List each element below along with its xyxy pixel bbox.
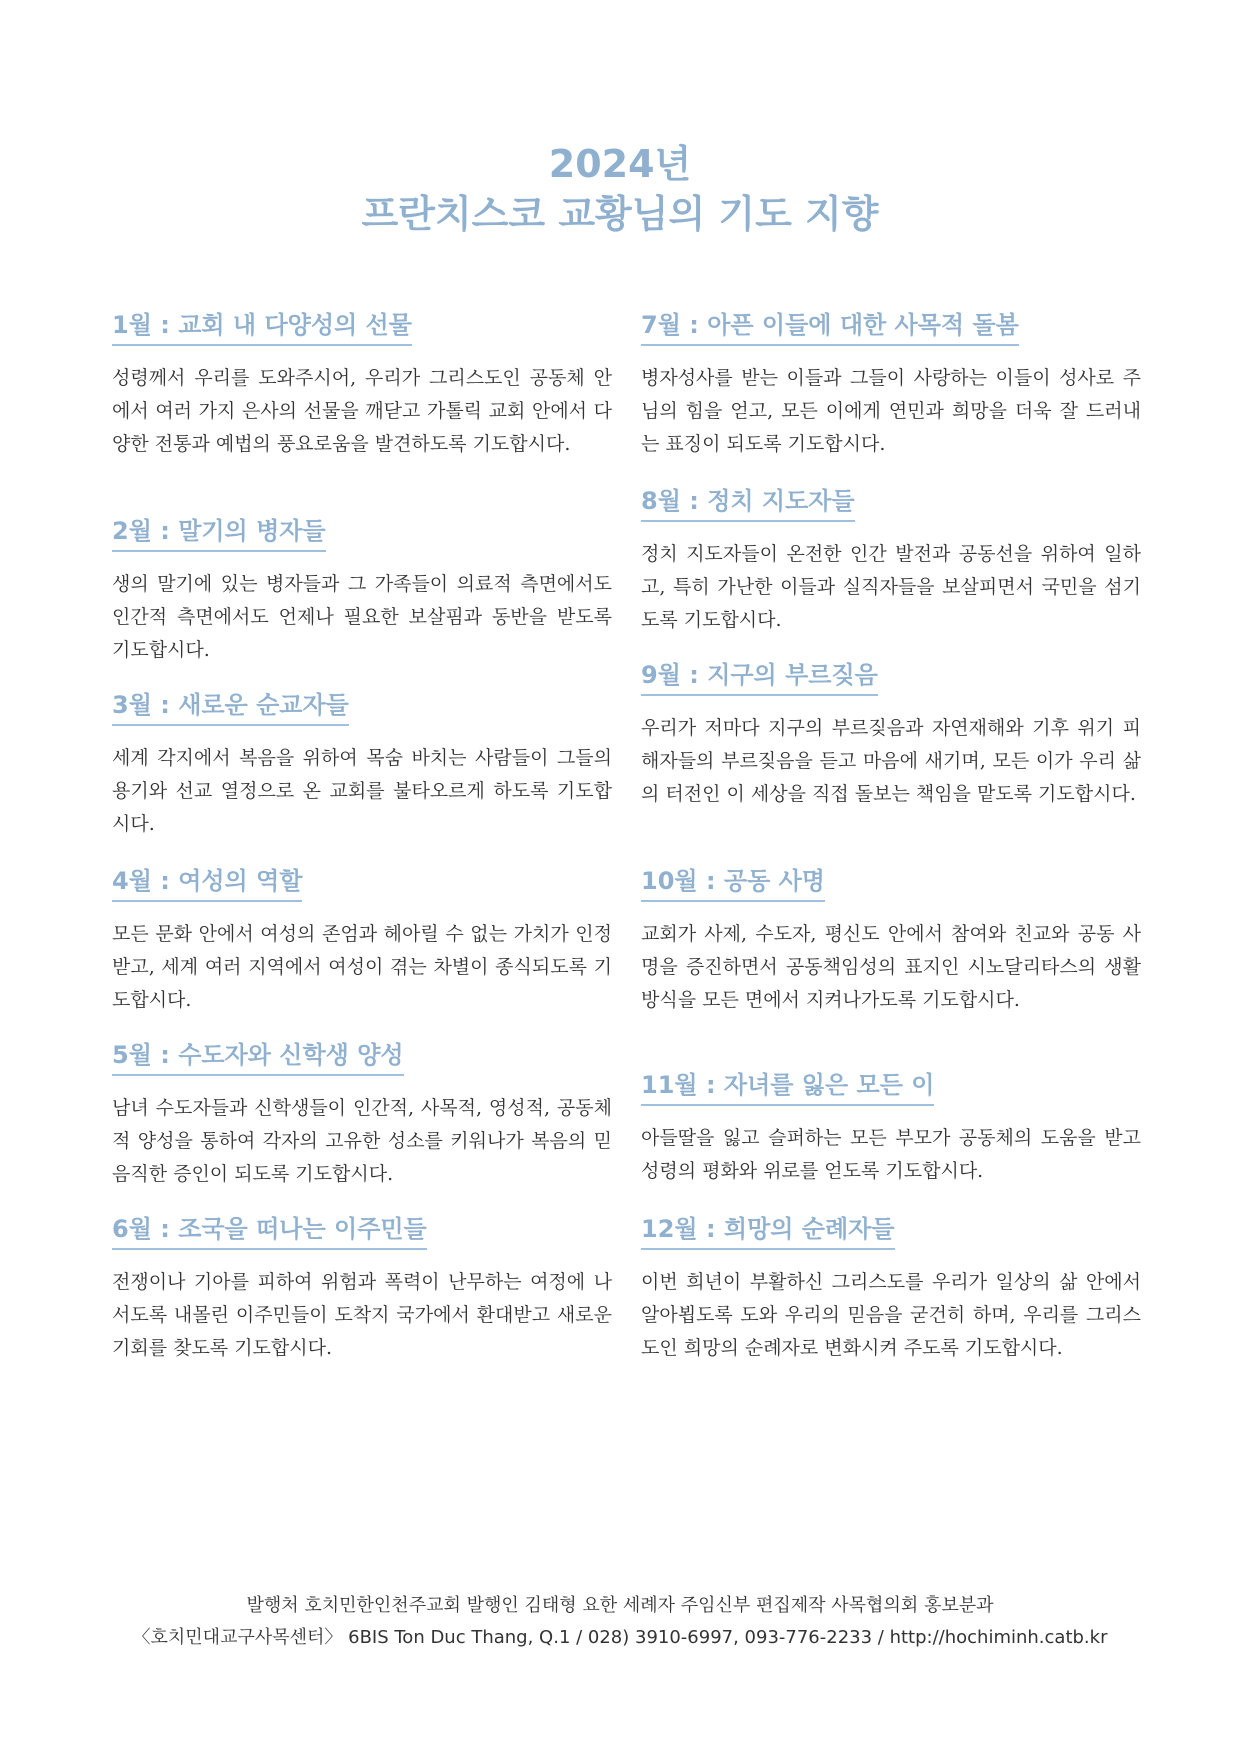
entry-heading: 4월 : 여성의 역할 <box>112 864 302 902</box>
entry-may <box>112 1038 612 1191</box>
entry-body: 생의 말기에 있는 병자들과 그 가족들이 의료적 측면에서도 인간적 측면에서도 언제나 필요한 보살핌과 동반을 받도록 기도합시다. <box>112 573 612 661</box>
entry-body: 모든 문화 안에서 여성의 존엄과 헤아릴 수 없는 가치가 인정받고, 세계 여러 지역에서 여성이 겪는 차별이 종식되도록 기도합시다. <box>112 923 612 1011</box>
entry-body: 남녀 수도자들과 신학생들이 인간적, 사목적, 영성적, 공동체적 양성을 통하여 각자의 고유한 성소를 키워나가 복음의 믿음직한 증인이 되도록 기도합시다. <box>112 1097 612 1185</box>
entry-heading: 12월 : 희망의 순례자들 <box>641 1212 895 1250</box>
page-title <box>0 140 1240 238</box>
entry-november <box>641 1068 1141 1188</box>
entry-heading: 6월 : 조국을 떠나는 이주민들 <box>112 1212 427 1250</box>
title-main: 프란치스코 교황님의 기도 지향 <box>361 192 879 236</box>
entry-april <box>112 864 612 1017</box>
entry-june <box>112 1212 612 1365</box>
entry-october <box>641 864 1141 1017</box>
entry-heading: 3월 : 새로운 순교자들 <box>112 688 349 726</box>
entry-december <box>641 1212 1141 1365</box>
entry-body: 병자성사를 받는 이들과 그들이 사랑하는 이들이 성사로 주님의 힘을 얻고, 모든 이에게 연민과 희망을 더욱 잘 드러내는 표징이 되도록 기도합시다. <box>641 367 1141 455</box>
entry-heading: 10월 : 공동 사명 <box>641 864 825 902</box>
entry-heading: 11월 : 자녀를 잃은 모든 이 <box>641 1068 934 1106</box>
footer-contact-line: 〈호치민대교구사목센터〉 6BIS Ton Duc Thang, Q.1 / 028) 3910-6997, 093-776-2233 / http://hochiminh.catb.kr <box>132 1627 1108 1648</box>
entry-heading: 9월 : 지구의 부르짖음 <box>641 658 878 696</box>
entry-july <box>641 308 1141 461</box>
entry-heading: 2월 : 말기의 병자들 <box>112 514 326 552</box>
entry-heading: 5월 : 수도자와 신학생 양성 <box>112 1038 404 1076</box>
title-year: 2024년 <box>548 142 692 186</box>
publisher-footer <box>0 1590 1240 1654</box>
entry-heading: 7월 : 아픈 이들에 대한 사목적 돌봄 <box>641 308 1019 346</box>
entry-august <box>641 484 1141 637</box>
entry-body: 이번 희년이 부활하신 그리스도를 우리가 일상의 삶 안에서 알아뵙도록 도와 우리의 믿음을 굳건히 하며, 우리를 그리스도인 희망의 순례자로 변화시켜 주도록 기도합시다. <box>641 1271 1141 1359</box>
entry-heading: 1월 : 교회 내 다양성의 선물 <box>112 308 412 346</box>
entry-body: 우리가 저마다 지구의 부르짖음과 자연재해와 기후 위기 피해자들의 부르짖음을 듣고 마음에 새기며, 모든 이가 우리 삶의 터전인 이 세상을 직접 돌보는 책임을 맡도록 기도합시다. <box>641 717 1141 805</box>
entry-body: 성령께서 우리를 도와주시어, 우리가 그리스도인 공동체 안에서 여러 가지 은사의 선물을 깨닫고 가톨릭 교회 안에서 다양한 전통과 예법의 풍요로움을 발견하도록 기도합시다. <box>112 367 612 455</box>
entry-heading: 8월 : 정치 지도자들 <box>641 484 855 522</box>
entry-january <box>112 308 612 461</box>
entry-body: 교회가 사제, 수도자, 평신도 안에서 참여와 친교와 공동 사명을 증진하면서 공동책임성의 표지인 시노달리타스의 생활 방식을 모든 면에서 지켜나가도록 기도합시다. <box>641 923 1141 1011</box>
entry-february <box>112 514 612 667</box>
entry-body: 정치 지도자들이 온전한 인간 발전과 공동선을 위하여 일하고, 특히 가난한 이들과 실직자들을 보살피면서 국민을 섬기도록 기도합시다. <box>641 543 1141 631</box>
entry-body: 세계 각지에서 복음을 위하여 목숨 바치는 사람들이 그들의 용기와 선교 열정으로 온 교회를 불타오르게 하도록 기도합시다. <box>112 747 612 835</box>
entry-body: 전쟁이나 기아를 피하여 위험과 폭력이 난무하는 여정에 나서도록 내몰린 이주민들이 도착지 국가에서 환대받고 새로운 기회를 찾도록 기도합시다. <box>112 1271 612 1359</box>
entry-september <box>641 658 1141 811</box>
entry-body: 아들딸을 잃고 슬퍼하는 모든 부모가 공동체의 도움을 받고 성령의 평화와 위로를 얻도록 기도합시다. <box>641 1127 1141 1182</box>
entry-march <box>112 688 612 841</box>
footer-publisher-line: 발행처 호치민한인천주교회 발행인 김태형 요한 세례자 주임신부 편집제작 사목협의회 홍보분과 <box>246 1595 994 1616</box>
